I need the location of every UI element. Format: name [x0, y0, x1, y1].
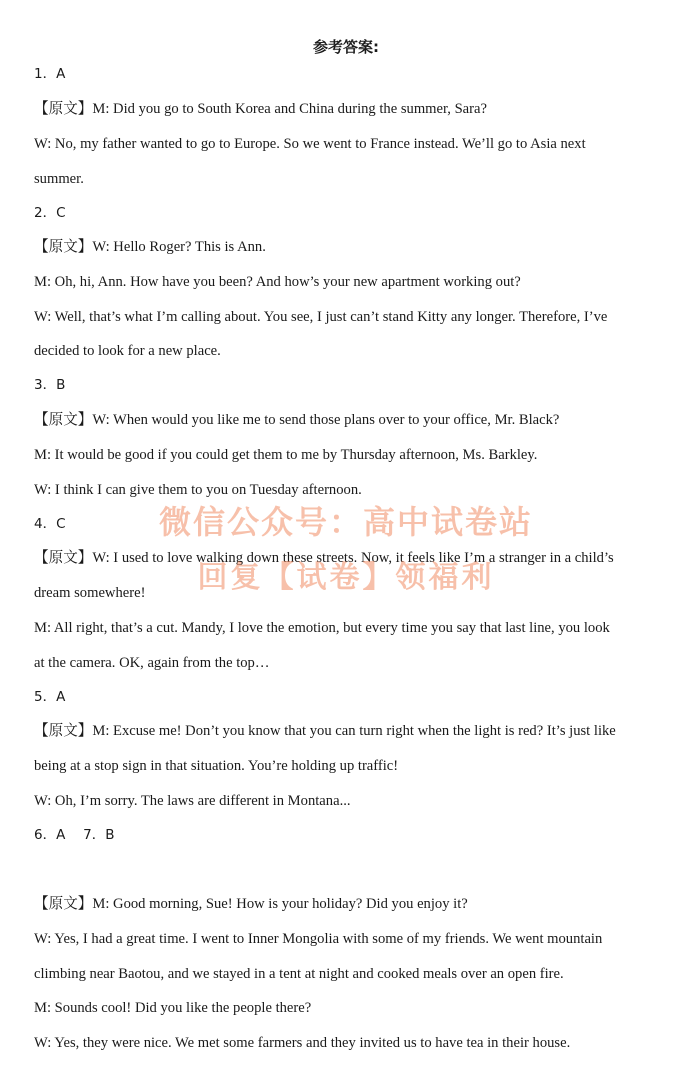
transcript-line: W: I think I can give them to you on Tuesday afternoon.: [34, 482, 362, 498]
answer-4: 4．C: [34, 516, 66, 532]
answer-2: 2．C: [34, 205, 66, 221]
page-title: 参考答案:: [313, 38, 379, 56]
transcript-line: M: Sounds cool! Did you like the people there?: [34, 1000, 312, 1016]
transcript-line: at the camera. OK, again from the top…: [34, 655, 270, 671]
transcript-line: summer.: [34, 171, 84, 187]
transcript-line: W: Well, that’s what I’m calling about. You see, I just can’t stand Kitty any longer. Therefore, I’ve: [34, 309, 608, 325]
transcript-line: being at a stop sign in that situation. You’re holding up traffic!: [34, 758, 399, 774]
watermark-line-1: 微信公众号：高中试卷站: [158, 503, 533, 541]
transcript-line: M: All right, that’s a cut. Mandy, I love the emotion, but every time you say that last line, you look: [34, 620, 610, 636]
transcript-line: 【原文】M: Good morning, Sue! How is your holiday? Did you enjoy it?: [34, 896, 468, 912]
transcript-line: climbing near Baotou, and we stayed in a tent at night and cooked meals over an open fire.: [34, 966, 564, 982]
answer-1: 1．A: [34, 66, 66, 82]
answer-6-7: 6．A 7．B: [34, 827, 115, 843]
transcript-line: dream somewhere!: [34, 585, 146, 601]
transcript-line: M: It would be good if you could get them to me by Thursday afternoon, Ms. Barkley.: [34, 447, 538, 463]
answer-3: 3．B: [34, 377, 66, 393]
transcript-line: M: Oh, hi, Ann. How have you been? And how’s your new apartment working out?: [34, 274, 521, 290]
transcript-line: W: No, my father wanted to go to Europe. So we went to France instead. We’ll go to Asia next: [34, 136, 586, 152]
transcript-line: 【原文】M: Did you go to South Korea and China during the summer, Sara?: [34, 101, 487, 117]
answer-5: 5．A: [34, 689, 66, 705]
transcript-line: W: Yes, I had a great time. I went to Inner Mongolia with some of my friends. We went mountain: [34, 931, 603, 947]
transcript-line: 【原文】M: Excuse me! Don’t you know that you can turn right when the light is red? It’s just like: [34, 723, 616, 739]
watermark-line-2: 回复【试卷】领福利: [197, 560, 495, 595]
transcript-line: 【原文】W: I used to love walking down these streets. Now, it feels like I’m a stranger in a child’s: [34, 550, 614, 566]
transcript-line: W: Yes, they were nice. We met some farmers and they invited us to have tea in their house.: [34, 1035, 571, 1051]
transcript-line: decided to look for a new place.: [34, 343, 221, 359]
transcript-line: W: Oh, I’m sorry. The laws are different in Montana...: [34, 793, 351, 809]
transcript-line: 【原文】W: Hello Roger? This is Ann.: [34, 239, 266, 255]
transcript-line: 【原文】W: When would you like me to send those plans over to your office, Mr. Black?: [34, 412, 560, 428]
